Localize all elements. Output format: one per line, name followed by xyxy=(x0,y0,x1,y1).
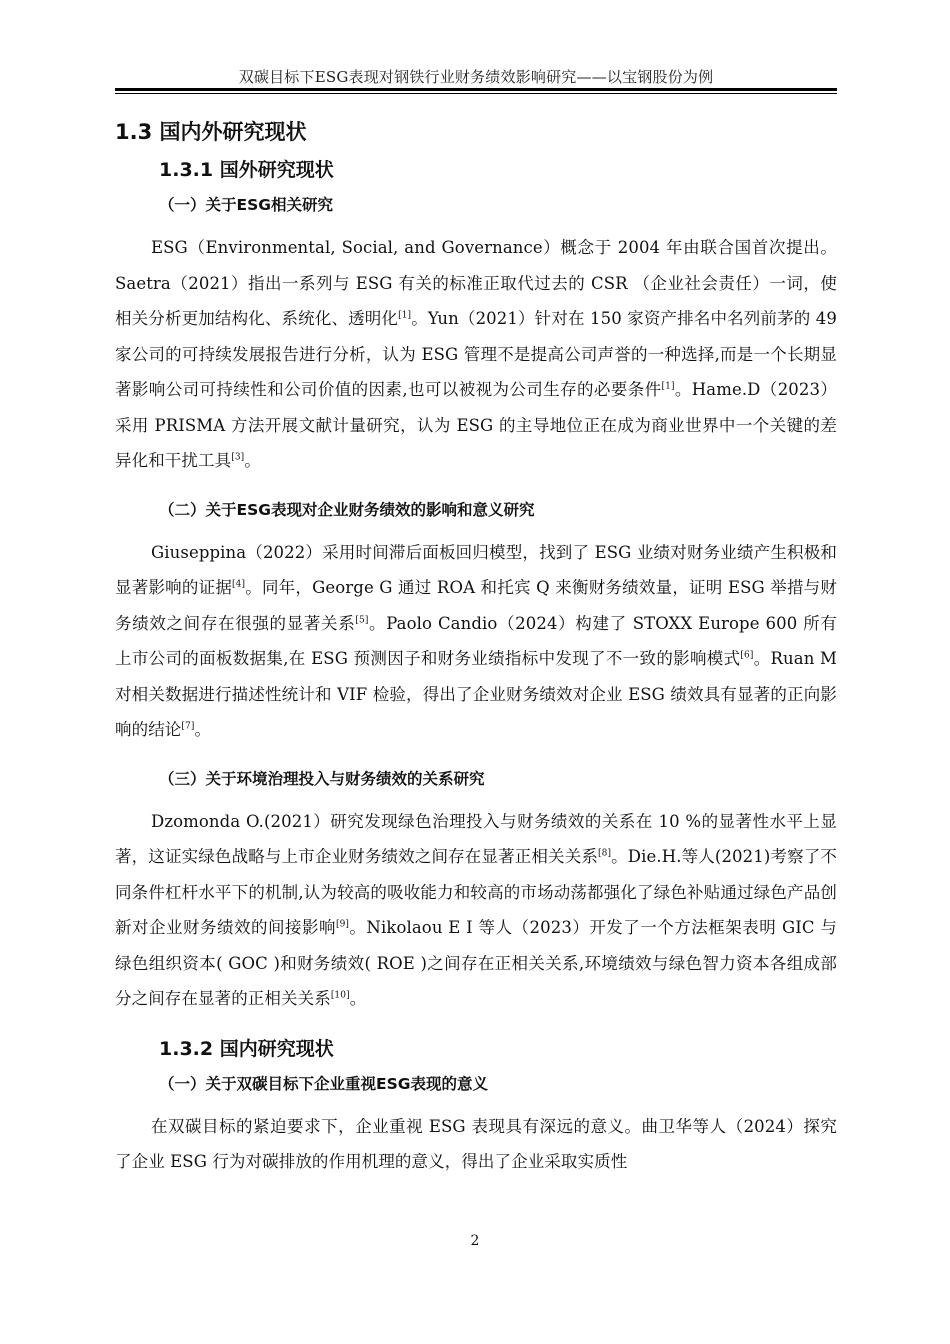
citation: [1] xyxy=(398,310,412,321)
header-rule-thin xyxy=(115,93,837,94)
item-heading-environmental-governance: （三）关于环境治理投入与财务绩效的关系研究 xyxy=(159,769,485,788)
citation: [3] xyxy=(231,452,245,463)
citation: [7] xyxy=(181,721,195,732)
citation: [5] xyxy=(355,615,369,625)
main-content xyxy=(115,112,837,1180)
citation: [1] xyxy=(661,381,675,392)
item-heading-esg-performance: （二）关于ESG表现对企业财务绩效的影响和意义研究 xyxy=(159,500,535,519)
running-header: 双碳目标下ESG表现对钢铁行业财务绩效影响研究——以宝钢股份为例 xyxy=(238,68,714,86)
section-title: 1.3 国内外研究现状 xyxy=(115,120,307,144)
citation: [9] xyxy=(335,919,350,930)
page-number: 2 xyxy=(470,1233,480,1249)
paragraph-dual-carbon: 在双碳目标的紧迫要求下，企业重视 ESG 表现具有深远的意义。曲卫华等人（2024）探究了企业 ESG 行为对碳排放的作用机理的意义，得出了企业采取实质性 xyxy=(115,1116,837,1171)
paragraph-esg-performance: Giuseppina（2022）采用时间滞后面板回归模型，找到了 ESG 业绩对财务业绩产生积极和显著影响的证据[4]。同年，George G 通过 ROA 和托宾 Q 来衡财务绩效量，证明 ESG 举措与财务绩效之间存在很强的显著关系[5]。Paolo Candio（2024）构建了 STOXX Europe 600 所有上市公司的面板数据集,在 ESG 预测因子和财务业绩指标中发现了不一致的影响模式[6]。Ruan M 对相关数据进行描述性统计和 VIF 检验，得出了企业财务绩效对企业 ESG 绩效具有显著的正向影响的结论[7]。 xyxy=(115,542,837,739)
header-rule-thick xyxy=(115,88,837,91)
citation: [6] xyxy=(740,650,754,661)
citation: [4] xyxy=(232,579,246,590)
citation: [10] xyxy=(330,990,350,1001)
item-heading-esg-research: （一）关于ESG相关研究 xyxy=(159,196,333,214)
citation: [8] xyxy=(598,848,612,859)
item-heading-dual-carbon: （一）关于双碳目标下企业重视ESG表现的意义 xyxy=(159,1074,488,1093)
paragraph-esg-research: ESG（Environmental, Social, and Governance）概念于 2004 年由联合国首次提出。Saetra（2021）指出一系列与 ESG 有关的标准正取代过去的 CSR （企业社会责任）一词，使相关分析更加结构化、系统化、透明化[1]。Yun（2021）针对在 150 家资产排名中名列前茅的 49 家公司的可持续发展报告进行分析，认为 ESG 管理不是提高公司声誉的一种选择,而是一个长期显著影响公司可持续性和公司价值的因素,也可以被视为公司生存的必要条件[1]。Hame.D（2023）采用 PRISMA 方法开展文献计量研究，认为 ESG 的主导地位正在成为商业世界中一个关键的差异化和干扰工具[3]。 xyxy=(115,238,838,470)
subsection-title-foreign: 1.3.1 国外研究现状 xyxy=(159,159,334,181)
subsection-title-domestic: 1.3.2 国内研究现状 xyxy=(159,1037,334,1060)
paragraph-environmental-governance: Dzomonda O.(2021）研究发现绿色治理投入与财务绩效的关系在 10 %的显著性水平上显著，这证实绿色战略与上市企业财务绩效之间存在显著正相关关系[8]。Die.H.等人(2021)考察了不同条件杠杆水平下的机制,认为较高的吸收能力和较高的市场动荡都强化了绿色补贴通过绿色产品创新对企业财务绩效的间接影响[9]。Nikolaou E I 等人（2023）开发了一个方法框架表明 GIC 与绿色组织资本( GOC )和财务绩效( ROE )之间存在正相关关系,环境绩效与绿色智力资本各组成部分之间存在显著的正相关关系[10]。 xyxy=(115,811,837,1008)
